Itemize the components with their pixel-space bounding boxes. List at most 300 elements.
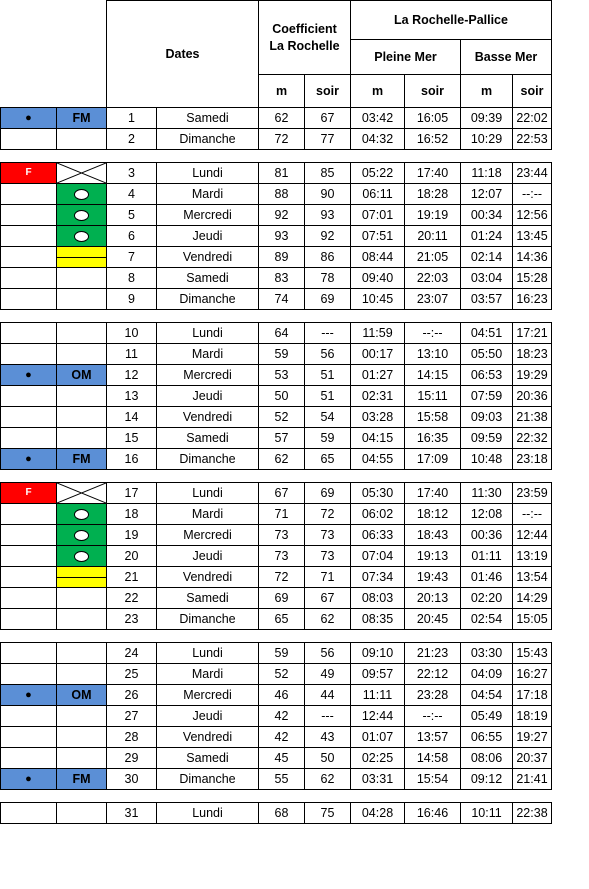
- phase-empty: [57, 748, 107, 769]
- coefficient-evening: ---: [305, 323, 351, 344]
- oval-shape: [74, 530, 89, 541]
- low-tide-evening: 22:32: [513, 428, 552, 449]
- coefficient-evening: 56: [305, 344, 351, 365]
- moon-dot-icon: ●: [1, 365, 57, 386]
- header-pleine-mer: Pleine Mer: [351, 40, 461, 75]
- high-tide-morning: 05:22: [351, 163, 405, 184]
- low-tide-evening: 16:23: [513, 289, 552, 310]
- low-tide-evening: 16:27: [513, 664, 552, 685]
- low-tide-evening: 20:37: [513, 748, 552, 769]
- oval-shape: [74, 509, 89, 520]
- coefficient-morning: 65: [259, 609, 305, 630]
- cross-shape: [57, 483, 106, 503]
- coefficient-evening: 59: [305, 428, 351, 449]
- marker-empty: [1, 268, 57, 289]
- low-tide-evening: 23:59: [513, 483, 552, 504]
- high-tide-evening: 14:15: [405, 365, 461, 386]
- moon-dot-icon: ●: [1, 108, 57, 129]
- day-number: 1: [107, 108, 157, 129]
- low-tide-morning: 00:36: [461, 525, 513, 546]
- low-tide-evening: 12:56: [513, 205, 552, 226]
- low-tide-morning: 12:08: [461, 504, 513, 525]
- high-tide-evening: 20:45: [405, 609, 461, 630]
- low-tide-evening: 17:21: [513, 323, 552, 344]
- coefficient-morning: 67: [259, 483, 305, 504]
- coefficient-evening: 69: [305, 483, 351, 504]
- coefficient-morning: 62: [259, 449, 305, 470]
- phase-empty: [57, 344, 107, 365]
- coefficient-evening: 67: [305, 108, 351, 129]
- table-row: [1, 129, 552, 150]
- high-tide-morning: 08:03: [351, 588, 405, 609]
- coefficient-morning: 73: [259, 525, 305, 546]
- weekday: Dimanche: [157, 609, 259, 630]
- low-tide-evening: 12:44: [513, 525, 552, 546]
- header-coef-m: m: [259, 75, 305, 108]
- day-number: 28: [107, 727, 157, 748]
- high-tide-morning: 02:31: [351, 386, 405, 407]
- low-tide-morning: 08:06: [461, 748, 513, 769]
- high-tide-evening: 18:43: [405, 525, 461, 546]
- table-row: [1, 205, 552, 226]
- coefficient-morning: 71: [259, 504, 305, 525]
- phase-empty: [57, 407, 107, 428]
- spacer-cell: [1, 470, 552, 483]
- weekday: Dimanche: [157, 129, 259, 150]
- high-tide-morning: 00:17: [351, 344, 405, 365]
- circle-icon: [57, 205, 107, 226]
- spacer-cell: [1, 630, 552, 643]
- coefficient-evening: 92: [305, 226, 351, 247]
- day-number: 24: [107, 643, 157, 664]
- coefficient-evening: 65: [305, 449, 351, 470]
- marker-empty: [1, 803, 57, 824]
- high-tide-evening: 16:05: [405, 108, 461, 129]
- coefficient-evening: 85: [305, 163, 351, 184]
- phase-empty: [57, 706, 107, 727]
- high-tide-morning: 08:44: [351, 247, 405, 268]
- low-tide-evening: 15:05: [513, 609, 552, 630]
- low-tide-morning: 07:59: [461, 386, 513, 407]
- header-pm-soir: soir: [405, 75, 461, 108]
- high-tide-evening: 21:05: [405, 247, 461, 268]
- weekday: Lundi: [157, 323, 259, 344]
- marker-empty: [1, 748, 57, 769]
- marker-empty: [1, 727, 57, 748]
- day-number: 7: [107, 247, 157, 268]
- circle-icon: [57, 504, 107, 525]
- marker-empty: [1, 546, 57, 567]
- weekday: Samedi: [157, 588, 259, 609]
- coefficient-evening: 93: [305, 205, 351, 226]
- day-number: 10: [107, 323, 157, 344]
- table-row: [1, 643, 552, 664]
- coefficient-evening: 77: [305, 129, 351, 150]
- high-tide-evening: 20:13: [405, 588, 461, 609]
- header-blank: [1, 1, 107, 108]
- weekday: Mardi: [157, 504, 259, 525]
- coefficient-morning: 72: [259, 567, 305, 588]
- low-tide-morning: 11:18: [461, 163, 513, 184]
- low-tide-morning: 04:51: [461, 323, 513, 344]
- marker-empty: [1, 247, 57, 268]
- high-tide-evening: 17:09: [405, 449, 461, 470]
- coefficient-evening: 43: [305, 727, 351, 748]
- low-tide-morning: 03:57: [461, 289, 513, 310]
- day-number: 13: [107, 386, 157, 407]
- weekday: Dimanche: [157, 449, 259, 470]
- weekday: Lundi: [157, 643, 259, 664]
- weekday: Lundi: [157, 483, 259, 504]
- weekday: Mercredi: [157, 205, 259, 226]
- low-tide-evening: 15:43: [513, 643, 552, 664]
- high-tide-morning: 04:28: [351, 803, 405, 824]
- coefficient-morning: 73: [259, 546, 305, 567]
- day-number: 20: [107, 546, 157, 567]
- day-number: 12: [107, 365, 157, 386]
- coefficient-evening: 62: [305, 769, 351, 790]
- circle-icon: [57, 546, 107, 567]
- high-tide-morning: 03:31: [351, 769, 405, 790]
- coefficient-morning: 42: [259, 706, 305, 727]
- day-number: 9: [107, 289, 157, 310]
- weekday: Vendredi: [157, 567, 259, 588]
- low-tide-evening: 14:36: [513, 247, 552, 268]
- phase-empty: [57, 588, 107, 609]
- table-row: [1, 664, 552, 685]
- marker-empty: [1, 289, 57, 310]
- spacer-row: [1, 310, 552, 323]
- low-tide-morning: 02:20: [461, 588, 513, 609]
- coefficient-evening: ---: [305, 706, 351, 727]
- low-tide-evening: 15:28: [513, 268, 552, 289]
- high-tide-morning: 12:44: [351, 706, 405, 727]
- table-row: [1, 769, 552, 790]
- weekday: Jeudi: [157, 546, 259, 567]
- table-row: [1, 163, 552, 184]
- weekday: Mercredi: [157, 685, 259, 706]
- header-basse-mer: Basse Mer: [461, 40, 552, 75]
- high-tide-evening: 16:46: [405, 803, 461, 824]
- high-tide-evening: 23:07: [405, 289, 461, 310]
- coefficient-evening: 49: [305, 664, 351, 685]
- low-tide-morning: 09:03: [461, 407, 513, 428]
- yellow-bar-icon: [57, 567, 107, 588]
- flag-marker: F: [1, 163, 57, 184]
- coefficient-morning: 72: [259, 129, 305, 150]
- coefficient-evening: 44: [305, 685, 351, 706]
- weekday: Jeudi: [157, 226, 259, 247]
- low-tide-morning: 12:07: [461, 184, 513, 205]
- coefficient-evening: 72: [305, 504, 351, 525]
- day-number: 19: [107, 525, 157, 546]
- high-tide-evening: 14:58: [405, 748, 461, 769]
- cross-shape: [57, 163, 106, 183]
- low-tide-evening: 19:27: [513, 727, 552, 748]
- low-tide-evening: --:--: [513, 184, 552, 205]
- low-tide-evening: 21:41: [513, 769, 552, 790]
- coefficient-morning: 42: [259, 727, 305, 748]
- high-tide-evening: 22:12: [405, 664, 461, 685]
- high-tide-morning: 11:59: [351, 323, 405, 344]
- high-tide-evening: 23:28: [405, 685, 461, 706]
- coefficient-evening: 86: [305, 247, 351, 268]
- low-tide-morning: 06:53: [461, 365, 513, 386]
- phase-empty: [57, 268, 107, 289]
- high-tide-morning: 03:42: [351, 108, 405, 129]
- spacer-cell: [1, 150, 552, 163]
- table-row: [1, 748, 552, 769]
- marker-empty: [1, 504, 57, 525]
- phase-empty: [57, 609, 107, 630]
- day-number: 26: [107, 685, 157, 706]
- low-tide-morning: 01:46: [461, 567, 513, 588]
- weekday: Lundi: [157, 163, 259, 184]
- phase-empty: [57, 643, 107, 664]
- day-number: 30: [107, 769, 157, 790]
- weekday: Vendredi: [157, 247, 259, 268]
- coefficient-evening: 71: [305, 567, 351, 588]
- low-tide-morning: 04:09: [461, 664, 513, 685]
- low-tide-morning: 10:48: [461, 449, 513, 470]
- low-tide-morning: 01:24: [461, 226, 513, 247]
- table-row: [1, 567, 552, 588]
- weekday: Samedi: [157, 268, 259, 289]
- circle-icon: [57, 525, 107, 546]
- coefficient-morning: 50: [259, 386, 305, 407]
- weekday: Vendredi: [157, 407, 259, 428]
- high-tide-evening: 21:23: [405, 643, 461, 664]
- marker-empty: [1, 567, 57, 588]
- table-row: [1, 344, 552, 365]
- high-tide-morning: 01:27: [351, 365, 405, 386]
- marker-empty: [1, 323, 57, 344]
- day-number: 16: [107, 449, 157, 470]
- high-tide-morning: 09:10: [351, 643, 405, 664]
- moon-phase-label: FM: [57, 769, 107, 790]
- high-tide-morning: 06:02: [351, 504, 405, 525]
- marker-empty: [1, 643, 57, 664]
- high-tide-morning: 04:15: [351, 428, 405, 449]
- marker-empty: [1, 664, 57, 685]
- cross-icon: [57, 483, 107, 504]
- header-coef-soir: soir: [305, 75, 351, 108]
- high-tide-evening: 17:40: [405, 163, 461, 184]
- moon-dot-icon: ●: [1, 769, 57, 790]
- header-port: La Rochelle-Pallice: [351, 1, 552, 40]
- day-number: 18: [107, 504, 157, 525]
- coefficient-morning: 81: [259, 163, 305, 184]
- high-tide-morning: 08:35: [351, 609, 405, 630]
- high-tide-evening: --:--: [405, 706, 461, 727]
- low-tide-morning: 01:11: [461, 546, 513, 567]
- low-tide-evening: 23:44: [513, 163, 552, 184]
- header-bm-soir: soir: [513, 75, 552, 108]
- spacer-row: [1, 150, 552, 163]
- day-number: 11: [107, 344, 157, 365]
- day-number: 25: [107, 664, 157, 685]
- high-tide-evening: 19:19: [405, 205, 461, 226]
- table-row: [1, 525, 552, 546]
- cross-icon: [57, 163, 107, 184]
- coefficient-morning: 59: [259, 643, 305, 664]
- coefficient-evening: 51: [305, 386, 351, 407]
- low-tide-evening: 13:54: [513, 567, 552, 588]
- day-number: 5: [107, 205, 157, 226]
- low-tide-morning: 05:49: [461, 706, 513, 727]
- table-row: [1, 803, 552, 824]
- coefficient-morning: 52: [259, 407, 305, 428]
- high-tide-morning: 07:04: [351, 546, 405, 567]
- header-coefficient-line1: Coefficient: [272, 21, 337, 36]
- low-tide-evening: 17:18: [513, 685, 552, 706]
- low-tide-morning: 05:50: [461, 344, 513, 365]
- high-tide-evening: 17:40: [405, 483, 461, 504]
- table-row: [1, 184, 552, 205]
- moon-phase-label: FM: [57, 108, 107, 129]
- coefficient-morning: 45: [259, 748, 305, 769]
- low-tide-morning: 00:34: [461, 205, 513, 226]
- high-tide-morning: 09:40: [351, 268, 405, 289]
- high-tide-morning: 06:11: [351, 184, 405, 205]
- coefficient-morning: 52: [259, 664, 305, 685]
- header-coefficient: [259, 1, 351, 75]
- marker-empty: [1, 706, 57, 727]
- low-tide-morning: 02:54: [461, 609, 513, 630]
- high-tide-morning: 10:45: [351, 289, 405, 310]
- oval-shape: [74, 210, 89, 221]
- coefficient-morning: 55: [259, 769, 305, 790]
- weekday: Jeudi: [157, 386, 259, 407]
- phase-empty: [57, 664, 107, 685]
- high-tide-evening: 13:57: [405, 727, 461, 748]
- low-tide-evening: 18:23: [513, 344, 552, 365]
- low-tide-morning: 04:54: [461, 685, 513, 706]
- coefficient-morning: 57: [259, 428, 305, 449]
- header-bm-m: m: [461, 75, 513, 108]
- coefficient-morning: 46: [259, 685, 305, 706]
- coefficient-evening: 73: [305, 525, 351, 546]
- weekday: Dimanche: [157, 289, 259, 310]
- high-tide-morning: 02:25: [351, 748, 405, 769]
- day-number: 15: [107, 428, 157, 449]
- low-tide-morning: 03:04: [461, 268, 513, 289]
- coefficient-morning: 88: [259, 184, 305, 205]
- weekday: Mercredi: [157, 525, 259, 546]
- moon-phase-label: OM: [57, 365, 107, 386]
- low-tide-morning: 06:55: [461, 727, 513, 748]
- table-row: [1, 289, 552, 310]
- table-row: [1, 407, 552, 428]
- yellow-bar-icon: [57, 247, 107, 268]
- coefficient-evening: 67: [305, 588, 351, 609]
- coefficient-morning: 92: [259, 205, 305, 226]
- high-tide-evening: 16:35: [405, 428, 461, 449]
- high-tide-morning: 04:55: [351, 449, 405, 470]
- table-row: [1, 428, 552, 449]
- high-tide-evening: 18:28: [405, 184, 461, 205]
- coefficient-evening: 54: [305, 407, 351, 428]
- weekday: Mercredi: [157, 365, 259, 386]
- phase-empty: [57, 323, 107, 344]
- weekday: Mardi: [157, 664, 259, 685]
- weekday: Samedi: [157, 428, 259, 449]
- low-tide-evening: 14:29: [513, 588, 552, 609]
- day-number: 21: [107, 567, 157, 588]
- flag-marker: F: [1, 483, 57, 504]
- high-tide-evening: --:--: [405, 323, 461, 344]
- oval-shape: [74, 231, 89, 242]
- high-tide-evening: 18:12: [405, 504, 461, 525]
- table-row: [1, 365, 552, 386]
- moon-dot-icon: ●: [1, 685, 57, 706]
- coefficient-morning: 53: [259, 365, 305, 386]
- weekday: Vendredi: [157, 727, 259, 748]
- coefficient-evening: 50: [305, 748, 351, 769]
- coefficient-evening: 51: [305, 365, 351, 386]
- marker-empty: [1, 344, 57, 365]
- high-tide-evening: 13:10: [405, 344, 461, 365]
- table-row: [1, 108, 552, 129]
- weekday: Mardi: [157, 184, 259, 205]
- marker-empty: [1, 407, 57, 428]
- coefficient-evening: 90: [305, 184, 351, 205]
- coefficient-morning: 93: [259, 226, 305, 247]
- weekday: Dimanche: [157, 769, 259, 790]
- header-coefficient-line2: La Rochelle: [269, 38, 340, 53]
- coefficient-evening: 56: [305, 643, 351, 664]
- low-tide-evening: 13:19: [513, 546, 552, 567]
- high-tide-morning: 07:51: [351, 226, 405, 247]
- low-tide-evening: 18:19: [513, 706, 552, 727]
- coefficient-morning: 83: [259, 268, 305, 289]
- spacer-row: [1, 790, 552, 803]
- low-tide-evening: 22:02: [513, 108, 552, 129]
- table-row: [1, 268, 552, 289]
- high-tide-evening: 19:13: [405, 546, 461, 567]
- high-tide-evening: 15:54: [405, 769, 461, 790]
- high-tide-evening: 16:52: [405, 129, 461, 150]
- high-tide-evening: 15:58: [405, 407, 461, 428]
- high-tide-morning: 07:34: [351, 567, 405, 588]
- marker-empty: [1, 205, 57, 226]
- table-row: [1, 247, 552, 268]
- marker-empty: [1, 588, 57, 609]
- low-tide-evening: 21:38: [513, 407, 552, 428]
- low-tide-morning: 10:29: [461, 129, 513, 150]
- marker-empty: [1, 428, 57, 449]
- high-tide-morning: 01:07: [351, 727, 405, 748]
- phase-empty: [57, 386, 107, 407]
- low-tide-evening: 19:29: [513, 365, 552, 386]
- line-shape: [57, 567, 106, 587]
- marker-empty: [1, 226, 57, 247]
- moon-dot-icon: ●: [1, 449, 57, 470]
- coefficient-evening: 78: [305, 268, 351, 289]
- low-tide-morning: 09:12: [461, 769, 513, 790]
- phase-empty: [57, 129, 107, 150]
- table-row: [1, 546, 552, 567]
- low-tide-evening: 22:38: [513, 803, 552, 824]
- marker-empty: [1, 609, 57, 630]
- spacer-row: [1, 630, 552, 643]
- table-row: [1, 685, 552, 706]
- low-tide-evening: 22:53: [513, 129, 552, 150]
- weekday: Lundi: [157, 803, 259, 824]
- day-number: 4: [107, 184, 157, 205]
- high-tide-morning: 03:28: [351, 407, 405, 428]
- day-number: 3: [107, 163, 157, 184]
